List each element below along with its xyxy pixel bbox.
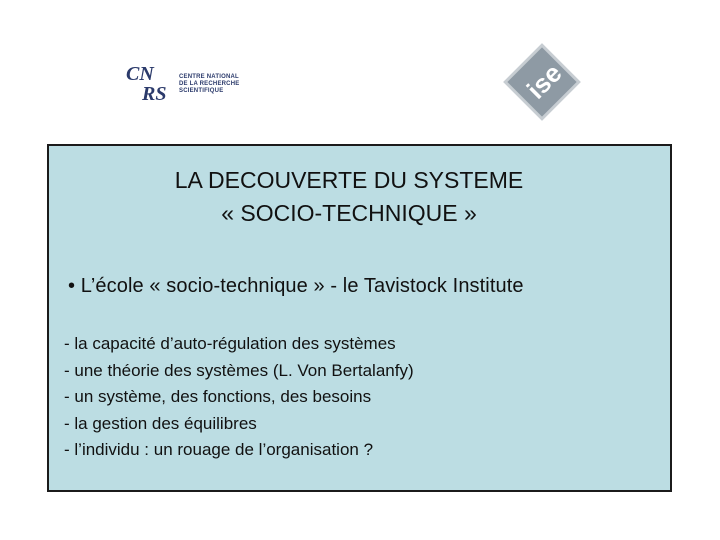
ise-logo xyxy=(498,42,586,122)
cnrs-logo-mark xyxy=(124,60,176,104)
cnrs-line-2: DE LA RECHERCHE xyxy=(179,81,240,87)
content-panel xyxy=(47,144,672,492)
list-item: - un système, des fonctions, des besoins xyxy=(64,387,372,406)
list-item: - la capacité d’auto-régulation des systèmes xyxy=(64,334,396,353)
title-line-2: « SOCIO-TECHNIQUE » xyxy=(221,200,477,226)
list-item: - l’individu : un rouage de l’organisation ? xyxy=(64,440,374,459)
title-line-1: LA DECOUVERTE DU SYSTEME xyxy=(174,167,524,193)
slide-title xyxy=(49,164,649,230)
section-heading: • L’école « socio-technique » - le Tavistock Institute xyxy=(68,275,524,297)
cnrs-logo-text xyxy=(179,74,239,95)
list-item: - une théorie des systèmes (L. Von Bertalanfy) xyxy=(64,360,414,380)
cnrs-logo xyxy=(124,60,244,104)
cnrs-mark-text-top: CN xyxy=(126,63,154,85)
bullet-list xyxy=(64,331,414,464)
cnrs-mark-text-bottom: RS xyxy=(142,83,167,104)
cnrs-line-1: CENTRE NATIONAL xyxy=(179,74,239,80)
cnrs-line-3: SCIENTIFIQUE xyxy=(179,88,224,94)
ise-mark-text: ise xyxy=(520,57,568,105)
list-item: - la gestion des équilibres xyxy=(64,413,257,433)
